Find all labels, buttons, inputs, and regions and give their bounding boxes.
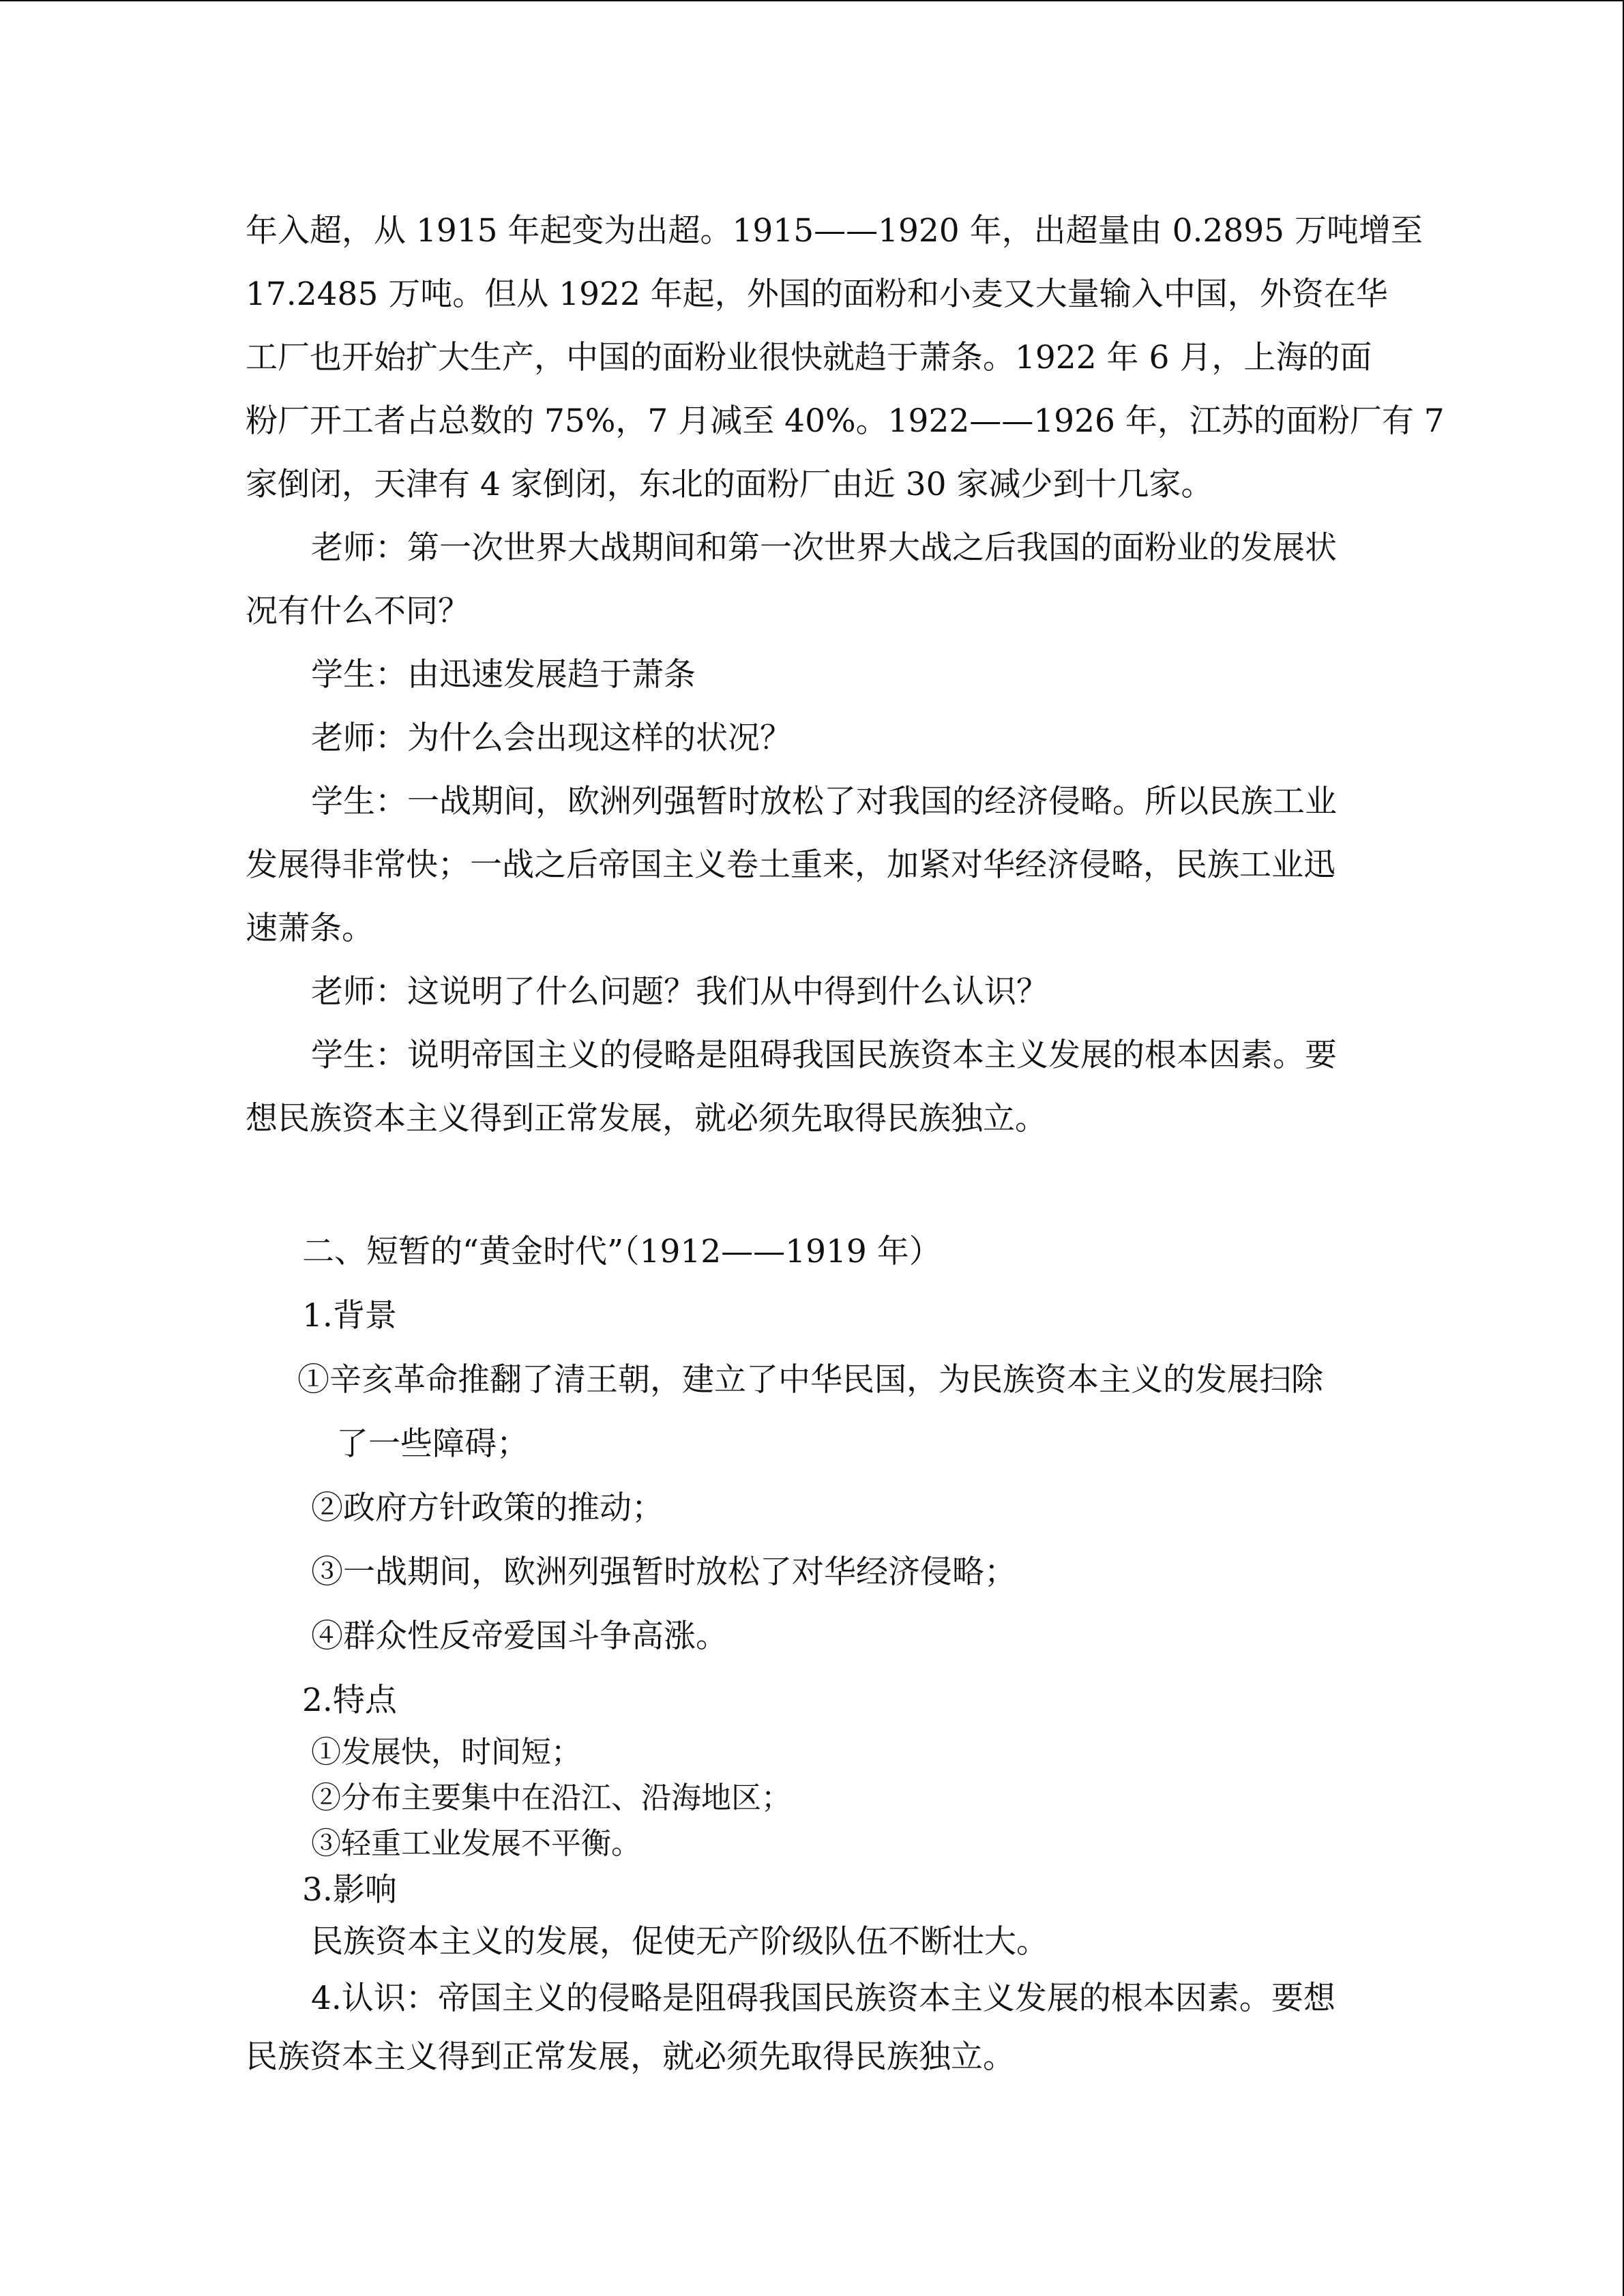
features-title: 2.特点	[302, 1682, 397, 1719]
intro-line-2: 17.2485 万吨。但从 1922 年起，外国的面粉和小麦又大量输入中国，外资在华	[246, 275, 1388, 313]
background-item-1-line-2: 了一些障碍；	[336, 1425, 529, 1463]
section-heading: 二、短暂的“黄金时代”（1912——1919 年）	[302, 1233, 941, 1270]
background-title: 1.背景	[302, 1297, 397, 1335]
background-item-1-line-1: ①辛亥革命推翻了清王朝，建立了中华民国，为民族资本主义的发展扫除	[297, 1361, 1323, 1399]
background-item-4: ④群众性反帝爱国斗争高涨。	[311, 1617, 728, 1655]
insight-line-1: 4.认识：帝国主义的侵略是阻碍我国民族资本主义发展的根本因素。要想	[311, 1980, 1335, 2017]
background-item-2: ②政府方针政策的推动；	[311, 1489, 664, 1527]
student-answer-1: 学生：由迅速发展趋于萧条	[311, 656, 696, 694]
teacher-question-2: 老师：为什么会出现这样的状况？	[311, 719, 792, 757]
student-answer-3-line-1: 学生：说明帝国主义的侵略是阻碍我国民族资本主义发展的根本因素。要	[311, 1037, 1337, 1074]
student-answer-2-line-3: 速萧条。	[246, 910, 374, 947]
teacher-question-1-line-1: 老师：第一次世界大战期间和第一次世界大战之后我国的面粉业的发展状	[311, 529, 1337, 567]
intro-line-5: 家倒闭，天津有 4 家倒闭，东北的面粉厂由近 30 家减少到十几家。	[246, 466, 1213, 503]
student-answer-3-line-2: 想民族资本主义得到正常发展，就必须先取得民族独立。	[246, 1100, 1047, 1137]
features-item-2: ②分布主要集中在沿江、沿海地区；	[311, 1780, 791, 1815]
impact-title: 3.影响	[302, 1871, 397, 1909]
student-answer-2-line-2: 发展得非常快；一战之后帝国主义卷土重来，加紧对华经济侵略，民族工业迅	[246, 846, 1335, 884]
intro-line-4: 粉厂开工者占总数的 75%，7 月减至 40%。1922——1926 年，江苏的面粉厂有 7	[246, 402, 1445, 440]
impact-text: 民族资本主义的发展，促使无产阶级队伍不断壮大。	[311, 1923, 1048, 1960]
intro-line-1: 年入超，从 1915 年起变为出超。1915——1920 年，出超量由 0.2895 万吨增至	[246, 212, 1423, 250]
background-item-3: ③一战期间，欧洲列强暂时放松了对华经济侵略；	[311, 1553, 1016, 1591]
teacher-question-3: 老师：这说明了什么问题？我们从中得到什么认识？	[311, 973, 1048, 1011]
teacher-question-1-line-2: 况有什么不同？	[246, 593, 470, 630]
features-item-1: ①发展快，时间短；	[311, 1735, 581, 1770]
student-answer-2-line-1: 学生：一战期间，欧洲列强暂时放松了对我国的经济侵略。所以民族工业	[311, 783, 1337, 820]
features-item-3: ③轻重工业发展不平衡。	[311, 1826, 641, 1861]
insight-line-2: 民族资本主义得到正常发展，就必须先取得民族独立。	[246, 2038, 1015, 2076]
intro-line-3: 工厂也开始扩大生产，中国的面粉业很快就趋于萧条。1922 年 6 月，上海的面	[246, 339, 1372, 376]
